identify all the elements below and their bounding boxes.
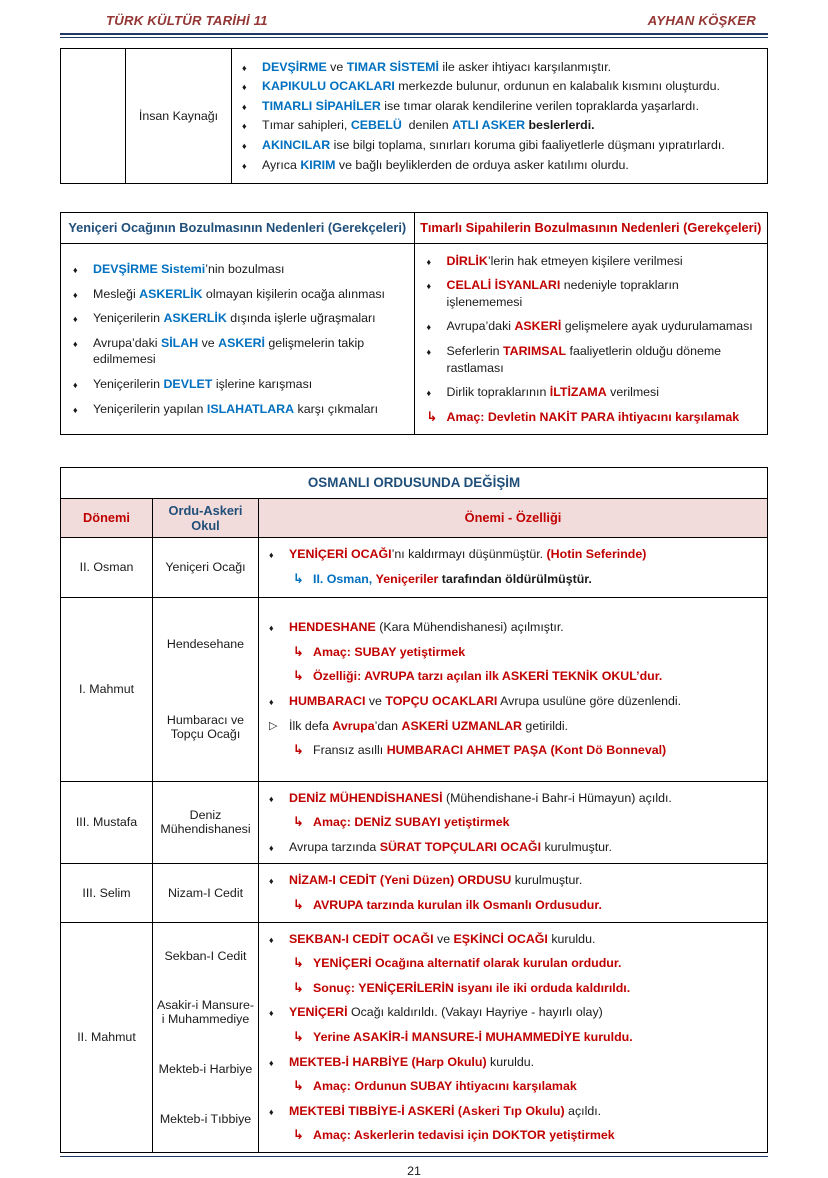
text-segment: CELALİ İSYANLARI	[446, 278, 561, 293]
text-segment: Avrupa	[332, 718, 375, 733]
period-cell	[61, 538, 153, 598]
line-text	[447, 409, 758, 426]
army-school-label: Mekteb-i Tıbbiye	[159, 1112, 252, 1127]
bullet-line	[269, 980, 759, 997]
diamond-bullet-icon: ♦	[269, 934, 274, 945]
line-text	[289, 872, 759, 889]
army-change-table	[60, 467, 768, 1154]
bullet-line	[269, 872, 759, 889]
text-segment: DEVŞİRME	[262, 59, 327, 74]
text-segment: CEBELÜ	[350, 118, 402, 133]
text-segment: EŞKİNCİ OCAĞI	[453, 931, 548, 946]
line-text	[313, 1127, 759, 1144]
bullet-line	[269, 644, 759, 661]
bullet-line	[427, 409, 758, 426]
bullet-line	[73, 401, 404, 418]
text-segment: AKINCILAR	[262, 137, 331, 152]
text-segment: ile asker ihtiyacı karşılanmıştır.	[438, 59, 612, 74]
text-segment: ’lerin hak etmeyen kişilere verilmesi	[487, 253, 683, 268]
timarli-causes-header: Tımarlı Sipahilerin Bozulmasının Nedenleri (Gerekçeleri)	[415, 213, 769, 244]
text-segment: DEVŞİRME Sistemi	[93, 261, 206, 276]
line-text	[262, 137, 761, 154]
line-text	[447, 318, 758, 335]
diamond-bullet-icon: ♦	[242, 82, 247, 93]
text-segment: TIMAR SİSTEMİ	[346, 59, 439, 74]
text-segment: karşı çıkmaları	[294, 401, 379, 416]
text-segment: ve	[433, 931, 454, 946]
line-text	[289, 619, 759, 636]
text-segment: DENİZ MÜHENDİSHANESİ	[289, 790, 443, 805]
text-segment: Fransız asıllı	[313, 743, 387, 758]
bullet-line	[269, 718, 759, 735]
line-text	[93, 335, 404, 368]
diamond-bullet-icon: ♦	[73, 338, 78, 349]
text-segment: ’nin bozulması	[205, 261, 285, 276]
text-segment: ve	[365, 694, 386, 709]
arrow-bullet-icon: ↳	[293, 814, 304, 830]
text-segment: faaliyetlerin olduğu döneme rastlaması	[446, 344, 725, 375]
bullet-line	[242, 78, 761, 95]
diamond-bullet-icon: ♦	[242, 160, 247, 171]
text-segment: MEKTEB-İ HARBİYE (Harp Okulu)	[289, 1054, 487, 1069]
line-text	[93, 376, 404, 393]
text-segment: DİRLİK	[446, 253, 488, 268]
period-cell	[61, 864, 153, 922]
text-segment: İLTİZAMA	[549, 385, 607, 400]
arrow-bullet-icon: ↳	[293, 1127, 304, 1143]
text-segment: ise bilgi toplama, sınırları koruma gibi faaliyetlerle düşmanı yıpratırlardı.	[330, 137, 725, 152]
text-segment: ise tımar olarak kendilerine verilen topraklarda yaşarlardı.	[380, 98, 700, 113]
text-segment: nedeniyle toprakların işlenememesi	[446, 278, 683, 309]
text-segment: KAPIKULU OCAKLARI	[262, 79, 395, 94]
army-school-cell	[153, 923, 259, 1153]
bullet-line	[269, 1029, 759, 1046]
line-text	[447, 384, 758, 401]
text-segment: ’dan	[374, 718, 402, 733]
col-header-importance: Önemi - Özelliği	[259, 499, 768, 538]
text-segment: ve	[198, 335, 219, 350]
text-segment: gelişmelere ayak uydurulamaması	[561, 319, 753, 334]
text-segment: Amaç: Ordunun SUBAY ihtiyacını karşılamak	[313, 1079, 577, 1094]
text-segment: YENİÇERİ	[289, 1005, 348, 1020]
army-school-cell	[153, 538, 259, 598]
bullet-line	[73, 376, 404, 393]
diamond-bullet-icon: ♦	[426, 256, 432, 267]
army-school-label: Mekteb-i Harbiye	[158, 1062, 253, 1077]
document-title: TÜRK KÜLTÜR TARİHİ 11	[106, 13, 268, 28]
line-text	[313, 644, 759, 661]
bullet-line	[269, 1004, 759, 1021]
bullet-line	[269, 931, 759, 948]
text-segment: ASKERLİK	[139, 286, 203, 301]
army-school-label: Yeniçeri Ocağı	[165, 560, 246, 575]
footer-rule	[60, 1156, 768, 1157]
bullet-line	[269, 955, 759, 972]
line-text	[289, 693, 759, 710]
line-text	[313, 980, 759, 997]
text-segment: HENDESHANE	[289, 620, 376, 635]
text-segment: (Hotin Seferinde)	[546, 547, 647, 562]
text-segment: ASKERİ	[514, 319, 562, 334]
text-segment: (Mühendishane-i Bahr-i Hümayun) açıldı.	[442, 790, 672, 805]
bullet-line	[269, 1103, 759, 1120]
line-text	[93, 401, 404, 418]
text-segment: TARIMSAL	[502, 344, 567, 359]
text-segment: KIRIM	[300, 157, 336, 172]
line-text	[447, 343, 758, 376]
text-segment: denilen	[401, 118, 453, 133]
arrow-bullet-icon: ↳	[293, 896, 304, 912]
text-segment: getirildi.	[521, 718, 569, 733]
line-text	[289, 1103, 759, 1120]
text-segment: ASKERLİK	[163, 311, 227, 326]
text-segment: HUMBARACI	[289, 694, 366, 709]
diamond-bullet-icon: ♦	[269, 697, 274, 708]
diamond-bullet-icon: ♦	[269, 876, 274, 887]
timarli-causes-cell	[415, 244, 769, 435]
line-text	[93, 310, 404, 327]
bullet-line	[242, 59, 761, 76]
text-segment: kurulmuştur.	[541, 839, 612, 854]
text-segment: Amaç: Devletin NAKİT PARA ihtiyacını karşılamak	[446, 409, 740, 424]
arrow-bullet-icon: ↳	[293, 643, 304, 659]
line-text	[313, 571, 759, 588]
arrow-bullet-icon: ↳	[426, 408, 438, 424]
line-text	[289, 1004, 759, 1021]
text-segment: TIMARLI SİPAHİLER	[262, 98, 381, 113]
line-text	[447, 277, 758, 310]
diamond-bullet-icon: ♦	[242, 140, 247, 151]
text-segment: (Kont Dö Bonneval)	[550, 743, 667, 758]
bullet-line	[427, 277, 758, 310]
line-text	[289, 839, 759, 856]
line-text	[313, 955, 759, 972]
text-segment: Yeniçerilerin	[93, 311, 164, 326]
diamond-bullet-icon: ♦	[242, 101, 247, 112]
bullet-line	[427, 343, 758, 376]
text-segment: (Kara Mühendishanesi) açılmıştır.	[375, 620, 564, 635]
text-segment: dışında işlerle uğraşmaları	[226, 311, 376, 326]
line-text	[289, 790, 759, 807]
line-text	[289, 546, 759, 563]
importance-cell	[259, 538, 768, 598]
army-school-label: Asakir-i Mansure-i Muhammediye	[156, 998, 255, 1027]
janissary-causes-header: Yeniçeri Ocağının Bozulmasının Nedenleri (Gerekçeleri)	[61, 213, 415, 244]
text-segment: tarafından öldürülmüştür.	[438, 572, 592, 587]
arrow-bullet-icon: ↳	[293, 742, 304, 758]
bullet-line	[73, 286, 404, 303]
bullet-line	[73, 335, 404, 368]
bullet-line	[269, 571, 759, 588]
period-label: I. Mahmut	[78, 682, 135, 697]
text-segment: kuruldu.	[547, 931, 596, 946]
period-label: II. Osman	[79, 560, 134, 575]
text-segment: Yeniçerilerin yapılan	[93, 401, 207, 416]
text-segment: ISLAHATLARA	[206, 401, 295, 416]
bullet-line	[269, 1054, 759, 1071]
text-segment: SİLAH	[160, 335, 199, 350]
text-segment: Amaç: DENİZ SUBAYI yetiştirmek	[313, 815, 510, 830]
line-text	[289, 1054, 759, 1071]
importance-cell	[259, 598, 768, 782]
line-text	[93, 286, 404, 303]
line-text	[313, 668, 759, 685]
text-segment: II. Osman,	[313, 572, 373, 587]
page-number: 21	[407, 1164, 421, 1178]
bullet-line	[269, 546, 759, 563]
text-segment: Sonuç: YENİÇERİLERİN isyanı ile iki orduda kaldırıldı.	[313, 980, 631, 995]
diamond-bullet-icon: ♦	[73, 380, 78, 390]
text-segment: TOPÇU OCAKLARI	[385, 694, 498, 709]
diamond-bullet-icon: ♦	[73, 404, 78, 415]
text-segment: kuruldu.	[486, 1054, 535, 1069]
arrow-bullet-icon: ↳	[293, 668, 304, 684]
army-school-label: Sekban-I Cedit	[164, 948, 247, 963]
bullet-line	[242, 137, 761, 154]
line-text	[262, 98, 761, 115]
text-segment: DEVLET	[163, 377, 213, 391]
text-segment: Amaç: Askerlerin tedavisi için DOKTOR yetiştirmek	[313, 1128, 615, 1143]
t1-row-label: İnsan Kaynağı	[126, 49, 232, 184]
diamond-bullet-icon: ♦	[426, 388, 432, 399]
line-text	[262, 59, 761, 76]
text-segment: Avrupa’daki	[446, 319, 515, 334]
line-text	[447, 253, 758, 270]
arrow-bullet-icon: ↳	[293, 1078, 304, 1094]
text-segment: beslerlerdi.	[525, 118, 595, 133]
importance-cell	[259, 864, 768, 922]
bullet-line	[269, 668, 759, 685]
diamond-bullet-icon: ♦	[242, 121, 247, 132]
bullet-line	[427, 318, 758, 335]
text-segment: olmayan kişilerin ocağa alınması	[202, 286, 385, 301]
diamond-bullet-icon: ♦	[269, 793, 274, 804]
importance-cell	[259, 782, 768, 865]
line-text	[313, 897, 759, 914]
importance-cell	[259, 923, 768, 1153]
bullet-line	[269, 1127, 759, 1144]
line-text	[313, 1029, 759, 1046]
text-segment: Amaç: SUBAY yetiştirmek	[313, 644, 466, 659]
deterioration-causes-table	[60, 212, 768, 435]
text-segment: ATLI ASKER	[452, 118, 526, 133]
text-segment: ASKERİ UZMANLAR	[401, 718, 522, 733]
bullet-line	[242, 157, 761, 174]
text-segment: HUMBARACI AHMET PAŞA	[386, 743, 548, 758]
text-segment: NİZAM-I CEDİT (Yeni Düzen) ORDUSU	[289, 873, 512, 888]
bullet-line	[427, 384, 758, 401]
text-segment: Avrupa tarzında	[289, 839, 380, 854]
period-cell	[61, 782, 153, 865]
line-text	[262, 117, 761, 134]
army-school-label: Nizam-I Cedit	[167, 885, 244, 900]
document-author: AYHAN KÖŞKER	[647, 13, 756, 28]
janissary-causes-cell	[61, 244, 415, 435]
diamond-bullet-icon: ♦	[73, 264, 78, 275]
diamond-bullet-icon: ♦	[242, 62, 247, 73]
text-segment: Yerine ASAKİR-İ MANSURE-İ MUHAMMEDİYE kuruldu.	[313, 1030, 633, 1045]
army-school-cell	[153, 864, 259, 922]
text-segment: ve	[326, 59, 347, 74]
line-text	[313, 814, 759, 831]
text-segment: Tımar sahipleri,	[262, 118, 351, 133]
period-label: III. Mustafa	[75, 815, 138, 830]
diamond-bullet-icon: ♦	[73, 314, 78, 325]
diamond-bullet-icon: ♦	[269, 623, 274, 634]
arrow-bullet-icon: ↳	[293, 955, 304, 971]
text-segment: Avrupa usulüne göre düzenlendi.	[497, 694, 682, 709]
bullet-line	[73, 310, 404, 327]
army-school-cell	[153, 782, 259, 865]
diamond-bullet-icon: ♦	[269, 1008, 274, 1019]
diamond-bullet-icon: ♦	[73, 289, 78, 300]
diamond-bullet-icon: ♦	[426, 322, 432, 333]
chevron-bullet-icon: ▷	[269, 719, 278, 732]
diamond-bullet-icon: ♦	[269, 842, 274, 853]
text-segment: verilmesi	[606, 385, 660, 400]
arrow-bullet-icon: ↳	[293, 571, 304, 587]
diamond-bullet-icon: ♦	[269, 1106, 274, 1117]
text-segment: Mesleği	[93, 286, 140, 301]
army-school-label: Humbaracı ve Topçu Ocağı	[166, 713, 245, 742]
line-text	[93, 261, 404, 278]
diamond-bullet-icon: ♦	[426, 347, 432, 358]
text-segment: işlerine karışması	[212, 377, 313, 391]
col-header-army-school: Ordu-Askeri Okul	[153, 499, 259, 538]
text-segment: ’nı kaldırmayı düşünmüştür.	[391, 547, 547, 562]
bullet-line	[269, 1078, 759, 1095]
line-text	[289, 931, 759, 948]
text-segment: Avrupa’daki	[93, 335, 161, 350]
text-segment: Ocağı kaldırıldı. (Vakayı Hayriye - hayırlı olay)	[347, 1005, 603, 1020]
page-header	[0, 0, 828, 30]
header-rule	[60, 33, 768, 38]
text-segment: Yeniçeriler	[375, 572, 439, 587]
diamond-bullet-icon: ♦	[269, 550, 274, 561]
text-segment: SÜRAT TOPÇULARI OCAĞI	[379, 839, 542, 854]
col-header-period: Dönemi	[61, 499, 153, 538]
army-change-title: OSMANLI ORDUSUNDA DEĞİŞİM	[61, 468, 768, 499]
bullet-line	[269, 693, 759, 710]
text-segment: Özelliği: AVRUPA tarzı açılan ilk ASKERİ TEKNİK OKUL’dur.	[313, 669, 663, 684]
text-segment: merkezde bulunur, ordunun en kalabalık kısmını oluşturdu.	[394, 79, 720, 94]
bullet-line	[427, 253, 758, 270]
arrow-bullet-icon: ↳	[293, 1029, 304, 1045]
t1-empty-cell	[61, 49, 126, 184]
period-label: III. Selim	[82, 885, 131, 900]
bullet-line	[269, 619, 759, 636]
text-segment: Yeniçerilerin	[93, 377, 164, 391]
text-segment: AVRUPA tarzında kurulan ilk Osmanlı Ordusudur.	[313, 897, 602, 912]
text-segment: Ayrıca	[262, 157, 301, 172]
text-segment: YENİÇERİ Ocağına alternatif olarak kurulan ordudur.	[313, 956, 622, 971]
period-cell	[61, 923, 153, 1153]
bullet-line	[242, 117, 761, 134]
text-segment: ve bağlı beyliklerden de orduya asker katılımı olurdu.	[335, 157, 629, 172]
period-cell	[61, 598, 153, 782]
army-school-label: Deniz Mühendishanesi	[160, 808, 251, 837]
bullet-line	[242, 98, 761, 115]
bullet-line	[269, 742, 759, 759]
line-text	[262, 157, 761, 174]
bullet-line	[269, 814, 759, 831]
line-text	[313, 742, 759, 759]
text-segment: açıldı.	[564, 1103, 602, 1118]
text-segment: SEKBAN-I CEDİT OCAĞI	[289, 931, 434, 946]
army-school-cell	[153, 598, 259, 782]
t1-content-cell	[232, 49, 768, 184]
text-segment: Seferlerin	[446, 344, 503, 359]
army-school-label: Hendesehane	[166, 636, 245, 651]
bullet-line	[73, 261, 404, 278]
diamond-bullet-icon: ♦	[269, 1057, 274, 1068]
diamond-bullet-icon: ♦	[426, 281, 432, 292]
line-text	[313, 1078, 759, 1095]
text-segment: YENİÇERİ OCAĞI	[289, 547, 392, 562]
text-segment: MEKTEBİ TIBBİYE-İ ASKERİ (Askeri Tıp Okulu)	[289, 1103, 565, 1118]
text-segment: kurulmuştur.	[511, 873, 583, 888]
period-label: II. Mahmut	[77, 1030, 136, 1045]
line-text	[289, 718, 759, 735]
bullet-line	[269, 839, 759, 856]
arrow-bullet-icon: ↳	[293, 979, 304, 995]
bullet-line	[269, 897, 759, 914]
text-segment: İlk defa	[289, 718, 333, 733]
text-segment: ASKERİ	[218, 335, 265, 350]
bullet-line	[269, 790, 759, 807]
text-segment: Dirlik topraklarının	[446, 385, 550, 400]
line-text	[262, 78, 761, 95]
human-resources-table	[60, 48, 768, 184]
text-segment: gelişmelerin takip edilmemesi	[93, 335, 368, 367]
